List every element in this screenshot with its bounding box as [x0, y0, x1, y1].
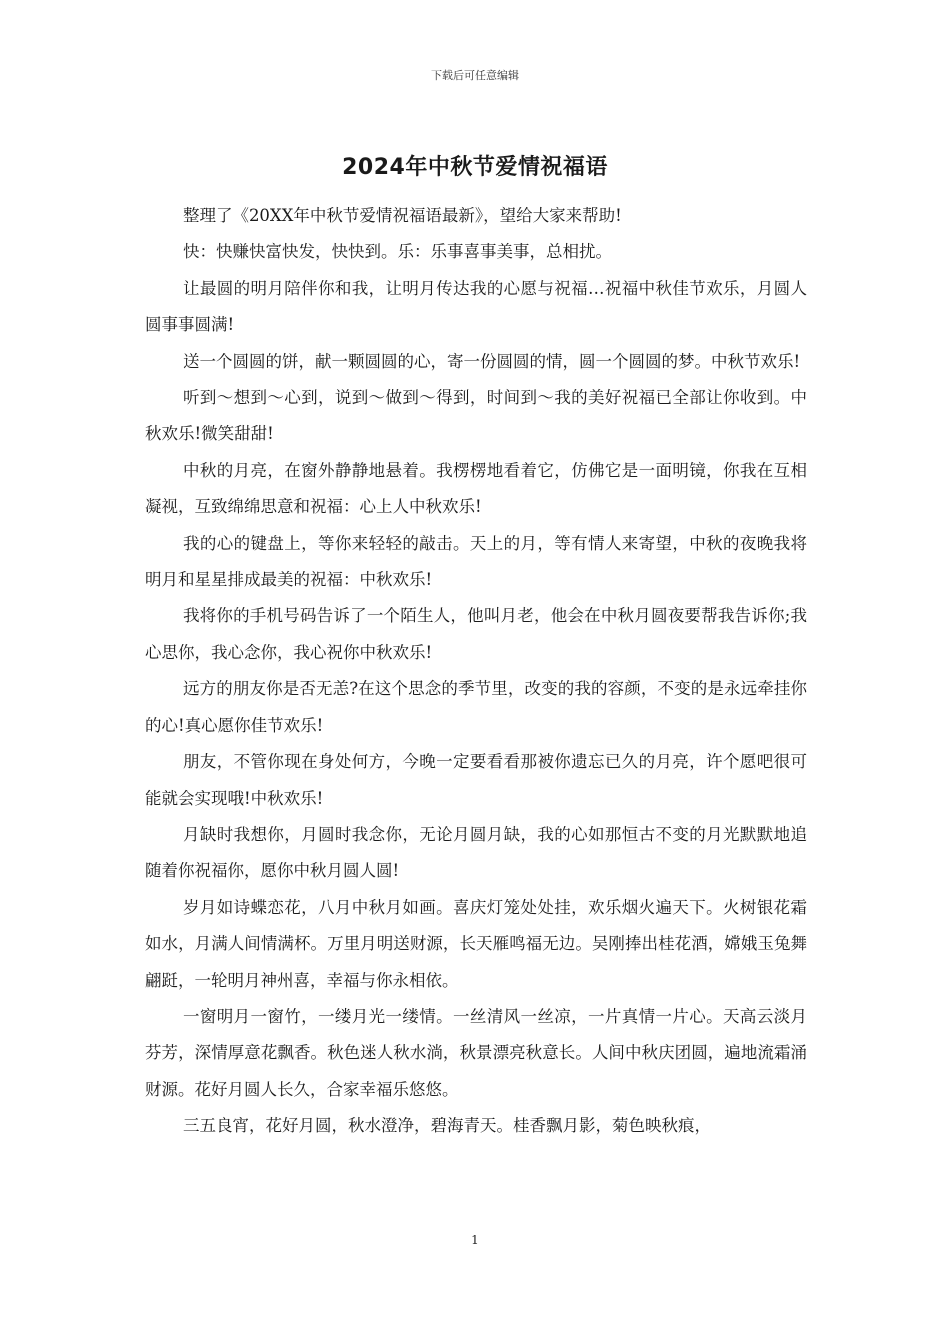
paragraph: 我将你的手机号码告诉了一个陌生人，他叫月老，他会在中秋月圆夜要帮我告诉你;我心思你，我心念你，我心祝你中秋欢乐! [145, 606, 807, 662]
paragraph: 听到～想到～心到，说到～做到～得到，时间到～我的美好祝福已全部让你收到。中秋欢乐!微笑甜甜! [145, 388, 807, 444]
paragraph: 送一个圆圆的饼，献一颗圆圆的心，寄一份圆圆的情，圆一个圆圆的梦。中秋节欢乐! [182, 351, 801, 371]
paragraph: 中秋的月亮，在窗外静静地悬着。我楞楞地看着它，仿佛它是一面明镜，你我在互相凝视，互致绵绵思意和祝福：心上人中秋欢乐! [145, 460, 807, 517]
header-note: 下载后可任意编辑 [431, 69, 519, 82]
paragraph: 远方的朋友你是否无恙?在这个思念的季节里，改变的我的容颜，不变的是永远牵挂你的心!真心愿你佳节欢乐! [145, 679, 807, 735]
paragraph: 朋友，不管你现在身处何方，今晚一定要看看那被你遗忘已久的月亮，许个愿吧很可能就会实现哦!中秋欢乐! [145, 752, 807, 808]
paragraph: 一窗明月一窗竹，一缕月光一缕情。一丝清风一丝凉，一片真情一片心。天高云淡月芬芳，深情厚意花飘香。秋色迷人秋水淌，秋景漂亮秋意长。人间中秋庆团圆，遍地流霜涌财源。花好月圆人长久，合家幸福乐悠悠。 [145, 1006, 807, 1099]
document-body [145, 198, 807, 1145]
paragraph: 月缺时我想你，月圆时我念你，无论月圆月缺，我的心如那恒古不变的月光默默地追随着你祝福你，愿你中秋月圆人圆! [145, 824, 807, 881]
paragraph: 整理了《20XX年中秋节爱情祝福语最新》，望给大家来帮助! [182, 206, 622, 225]
paragraph: 我的心的键盘上，等你来轻轻的敲击。天上的月，等有情人来寄望，中秋的夜晚我将明月和星星排成最美的祝福：中秋欢乐! [145, 533, 807, 590]
page-number: 1 [471, 1233, 479, 1247]
paragraph: 让最圆的明月陪伴你和我，让明月传达我的心愿与祝福…祝福中秋佳节欢乐，月圆人圆事事圆满! [145, 278, 807, 335]
paragraph: 快：快赚快富快发，快快到。乐：乐事喜事美事，总相扰。 [182, 242, 612, 262]
document-title: 2024年中秋节爱情祝福语 [342, 155, 608, 180]
paragraph: 三五良宵，花好月圆，秋水澄净，碧海青天。桂香飘月影，菊色映秋痕， [182, 1116, 711, 1136]
paragraph: 岁月如诗蝶恋花，八月中秋月如画。喜庆灯笼处处挂，欢乐烟火遍天下。火树银花霜如水，月满人间情满杯。万里月明送财源，长天雁鸣福无边。吴刚捧出桂花酒，嫦娥玉兔舞翩跹，一轮明月神州喜，幸福与你永相依。 [145, 897, 807, 990]
